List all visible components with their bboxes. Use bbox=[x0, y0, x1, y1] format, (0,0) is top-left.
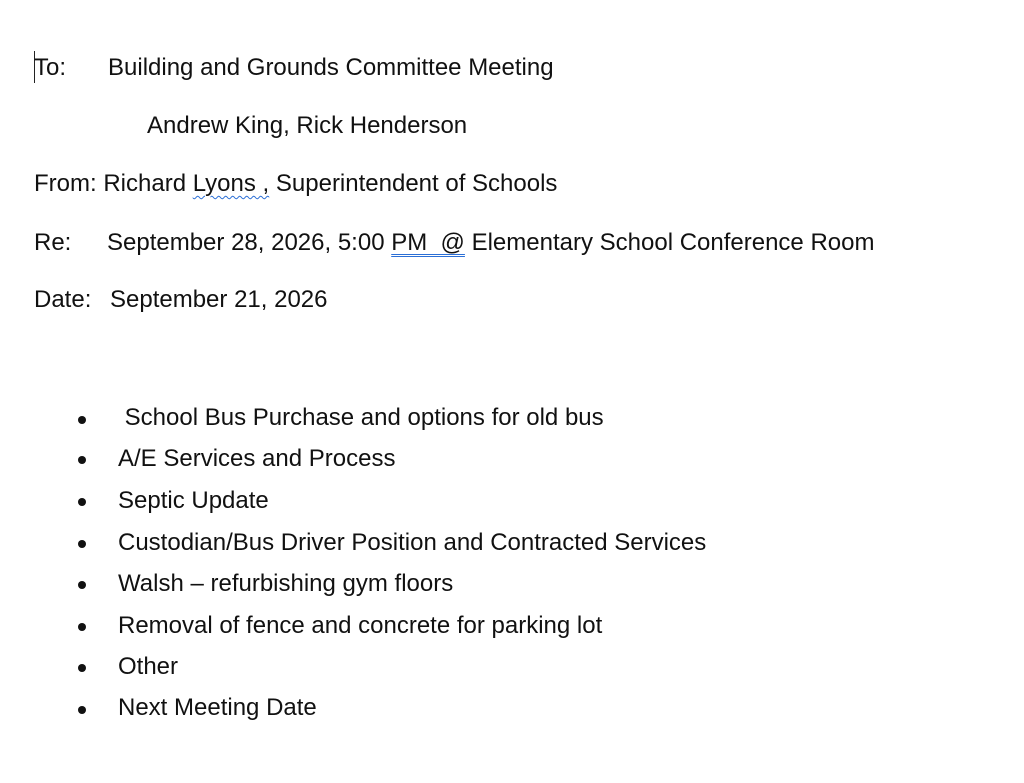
from-name-last: Lyons , bbox=[192, 170, 270, 197]
bullet-icon bbox=[78, 540, 86, 548]
date-value: September 21, 2026 bbox=[110, 286, 328, 313]
re-label-line bbox=[34, 228, 71, 258]
agenda-item: Next Meeting Date bbox=[118, 694, 317, 721]
to-value-second-line bbox=[147, 111, 467, 141]
from-name-first: Richard bbox=[103, 170, 187, 197]
date-value-line bbox=[110, 285, 328, 315]
agenda-item: Other bbox=[118, 653, 179, 680]
from-line bbox=[34, 169, 557, 199]
re-label: Re: bbox=[34, 229, 72, 256]
to-value bbox=[108, 53, 554, 83]
agenda-item: Removal of fence and concrete for parking lot bbox=[118, 612, 603, 639]
to-line bbox=[34, 53, 66, 83]
bullet-icon bbox=[78, 706, 86, 714]
bullet-icon bbox=[78, 498, 86, 506]
agenda-item: Septic Update bbox=[118, 487, 269, 514]
agenda-item: School Bus Purchase and options for old bus bbox=[118, 404, 604, 431]
bullet-icon bbox=[78, 581, 86, 589]
re-value-line bbox=[107, 228, 874, 258]
from-label: From: bbox=[34, 170, 97, 197]
from-title: Superintendent of Schools bbox=[275, 170, 558, 197]
agenda-item: A/E Services and Process bbox=[118, 445, 396, 472]
agenda-item: Walsh – refurbishing gym floors bbox=[118, 570, 454, 597]
bullet-icon bbox=[78, 416, 86, 424]
re-location: Elementary School Conference Room bbox=[471, 229, 875, 256]
agenda-item: Custodian/Bus Driver Position and Contracted Services bbox=[118, 529, 707, 556]
date-line bbox=[34, 285, 91, 315]
to-label: To: bbox=[34, 54, 67, 81]
bullet-icon bbox=[78, 456, 86, 464]
to-recipient: Building and Grounds Committee Meeting bbox=[108, 54, 554, 81]
to-recipients-names: Andrew King, Rick Henderson bbox=[147, 112, 468, 139]
date-label: Date: bbox=[34, 286, 92, 313]
re-date-time: September 28, 2026, 5:00 bbox=[107, 229, 385, 256]
bullet-icon bbox=[78, 664, 86, 672]
bullet-icon bbox=[78, 623, 86, 631]
re-pm-at: PM @ bbox=[391, 229, 465, 256]
